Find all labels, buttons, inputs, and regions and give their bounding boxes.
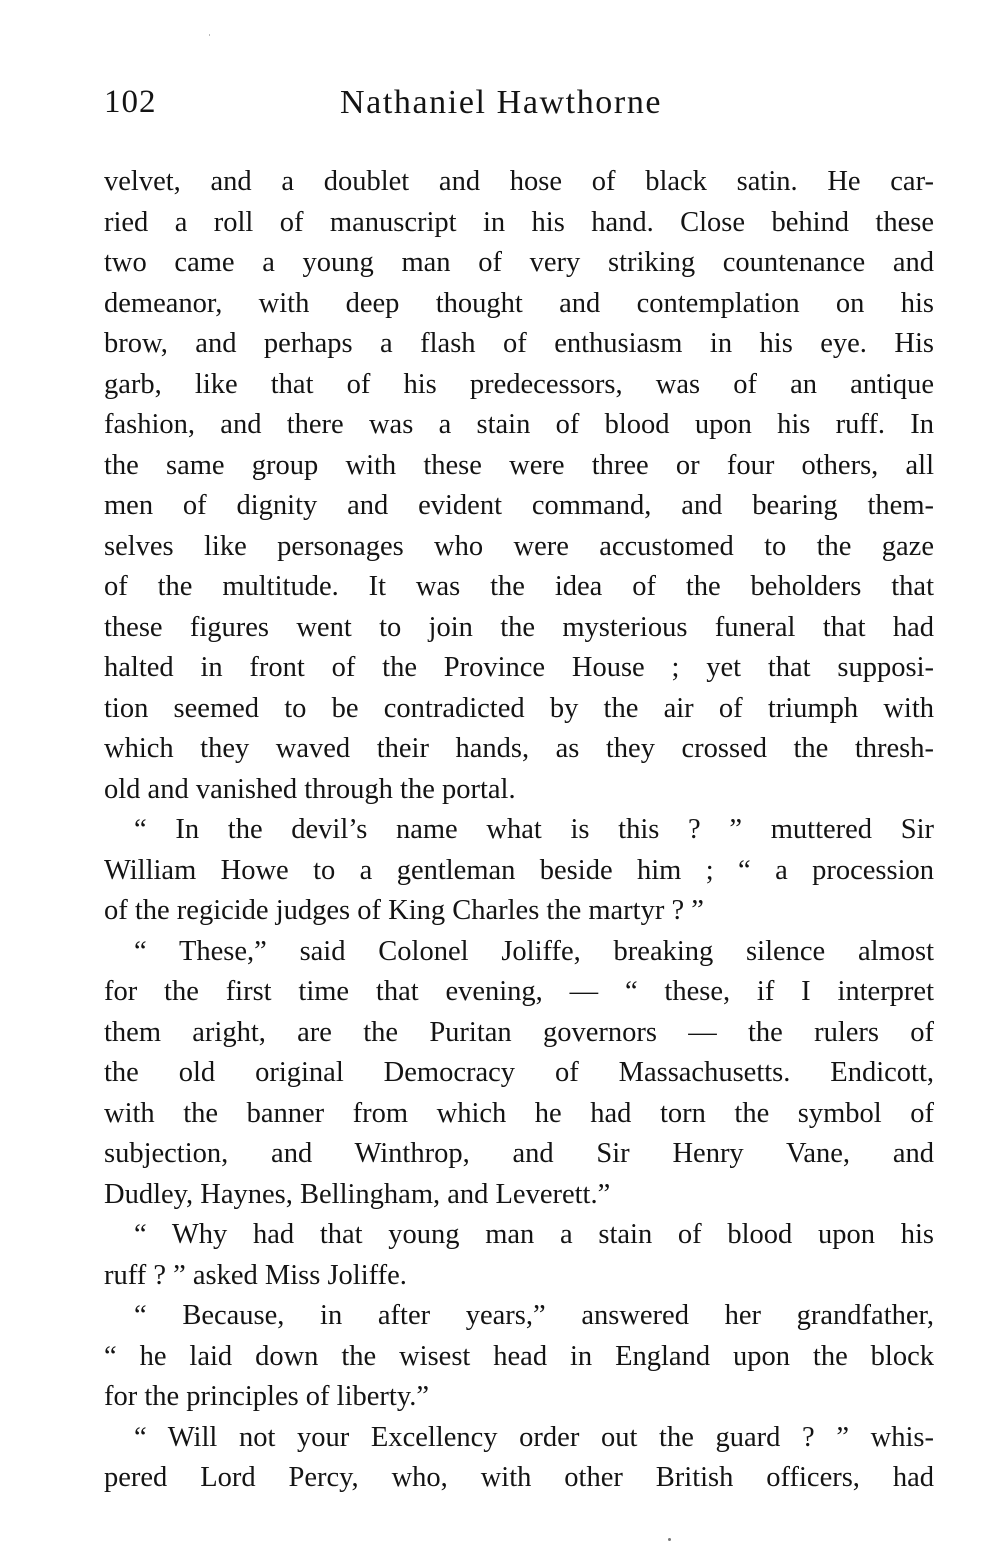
text-line: with the banner from which he had torn the symbol of	[104, 1097, 934, 1129]
text-line: selves like personages who were accustomed to the gaze	[104, 530, 934, 562]
text-line: William Howe to a gentleman beside him ; “ a procession	[104, 854, 934, 886]
text-line: pered Lord Percy, who, with other British officers, had	[104, 1462, 934, 1493]
text-line: the same group with these were three or four others, all	[104, 449, 934, 481]
text-line: Dudley, Haynes, Bellingham, and Leverett.”	[104, 1178, 611, 1210]
text-line: these figures went to join the mysterious funeral that had	[104, 611, 934, 643]
text-line: “ he laid down the wisest head in England upon the block	[104, 1340, 934, 1372]
text-line: for the first time that evening, — “ these, if I interpret	[104, 976, 934, 1007]
text-line: two came a young man of very striking countenance and	[104, 247, 934, 278]
page-header	[104, 84, 934, 128]
text-line: garb, like that of his predecessors, was of an antique	[104, 368, 934, 400]
body-text	[104, 162, 934, 1499]
text-line: “ In the devil’s name what is this ? ” muttered Sir	[134, 814, 934, 845]
text-line: the old original Democracy of Massachusetts. Endicott,	[104, 1057, 934, 1088]
text-line: “ Will not your Excellency order out the guard ? ” whis-	[134, 1421, 934, 1453]
page-number: 102	[104, 84, 157, 120]
text-line: which they waved their hands, as they crossed the thresh-	[104, 733, 934, 764]
text-line: halted in front of the Province House ; yet that supposi-	[104, 652, 934, 683]
text-line: velvet, and a doublet and hose of black satin. He car-	[104, 166, 934, 197]
text-line: demeanor, with deep thought and contemplation on his	[104, 287, 934, 319]
paper-speck	[209, 34, 210, 36]
running-title: Nathaniel Hawthorne	[340, 84, 663, 121]
text-line: for the principles of liberty.”	[104, 1381, 429, 1412]
text-line: ruff ? ” asked Miss Joliffe.	[104, 1259, 407, 1291]
text-line: “ Why had that young man a stain of blood upon his	[134, 1219, 934, 1250]
text-line: “ These,” said Colonel Joliffe, breaking silence almost	[134, 935, 934, 967]
text-line: of the regicide judges of King Charles the martyr ? ”	[104, 895, 704, 926]
text-line: old and vanished through the portal.	[104, 773, 516, 805]
text-line: subjection, and Winthrop, and Sir Henry Vane, and	[104, 1138, 934, 1169]
text-line: them aright, are the Puritan governors — the rulers of	[104, 1016, 934, 1048]
paper-speck	[668, 1538, 671, 1541]
text-line: of the multitude. It was the idea of the beholders that	[104, 571, 934, 602]
text-line: men of dignity and evident command, and bearing them-	[104, 490, 934, 521]
text-line: “ Because, in after years,” answered her grandfather,	[134, 1300, 934, 1331]
text-line: ried a roll of manuscript in his hand. Close behind these	[104, 206, 934, 238]
text-line: fashion, and there was a stain of blood upon his ruff. In	[104, 409, 934, 440]
text-line: brow, and perhaps a flash of enthusiasm in his eye. His	[104, 328, 934, 359]
text-line: tion seemed to be contradicted by the air of triumph with	[104, 692, 934, 724]
